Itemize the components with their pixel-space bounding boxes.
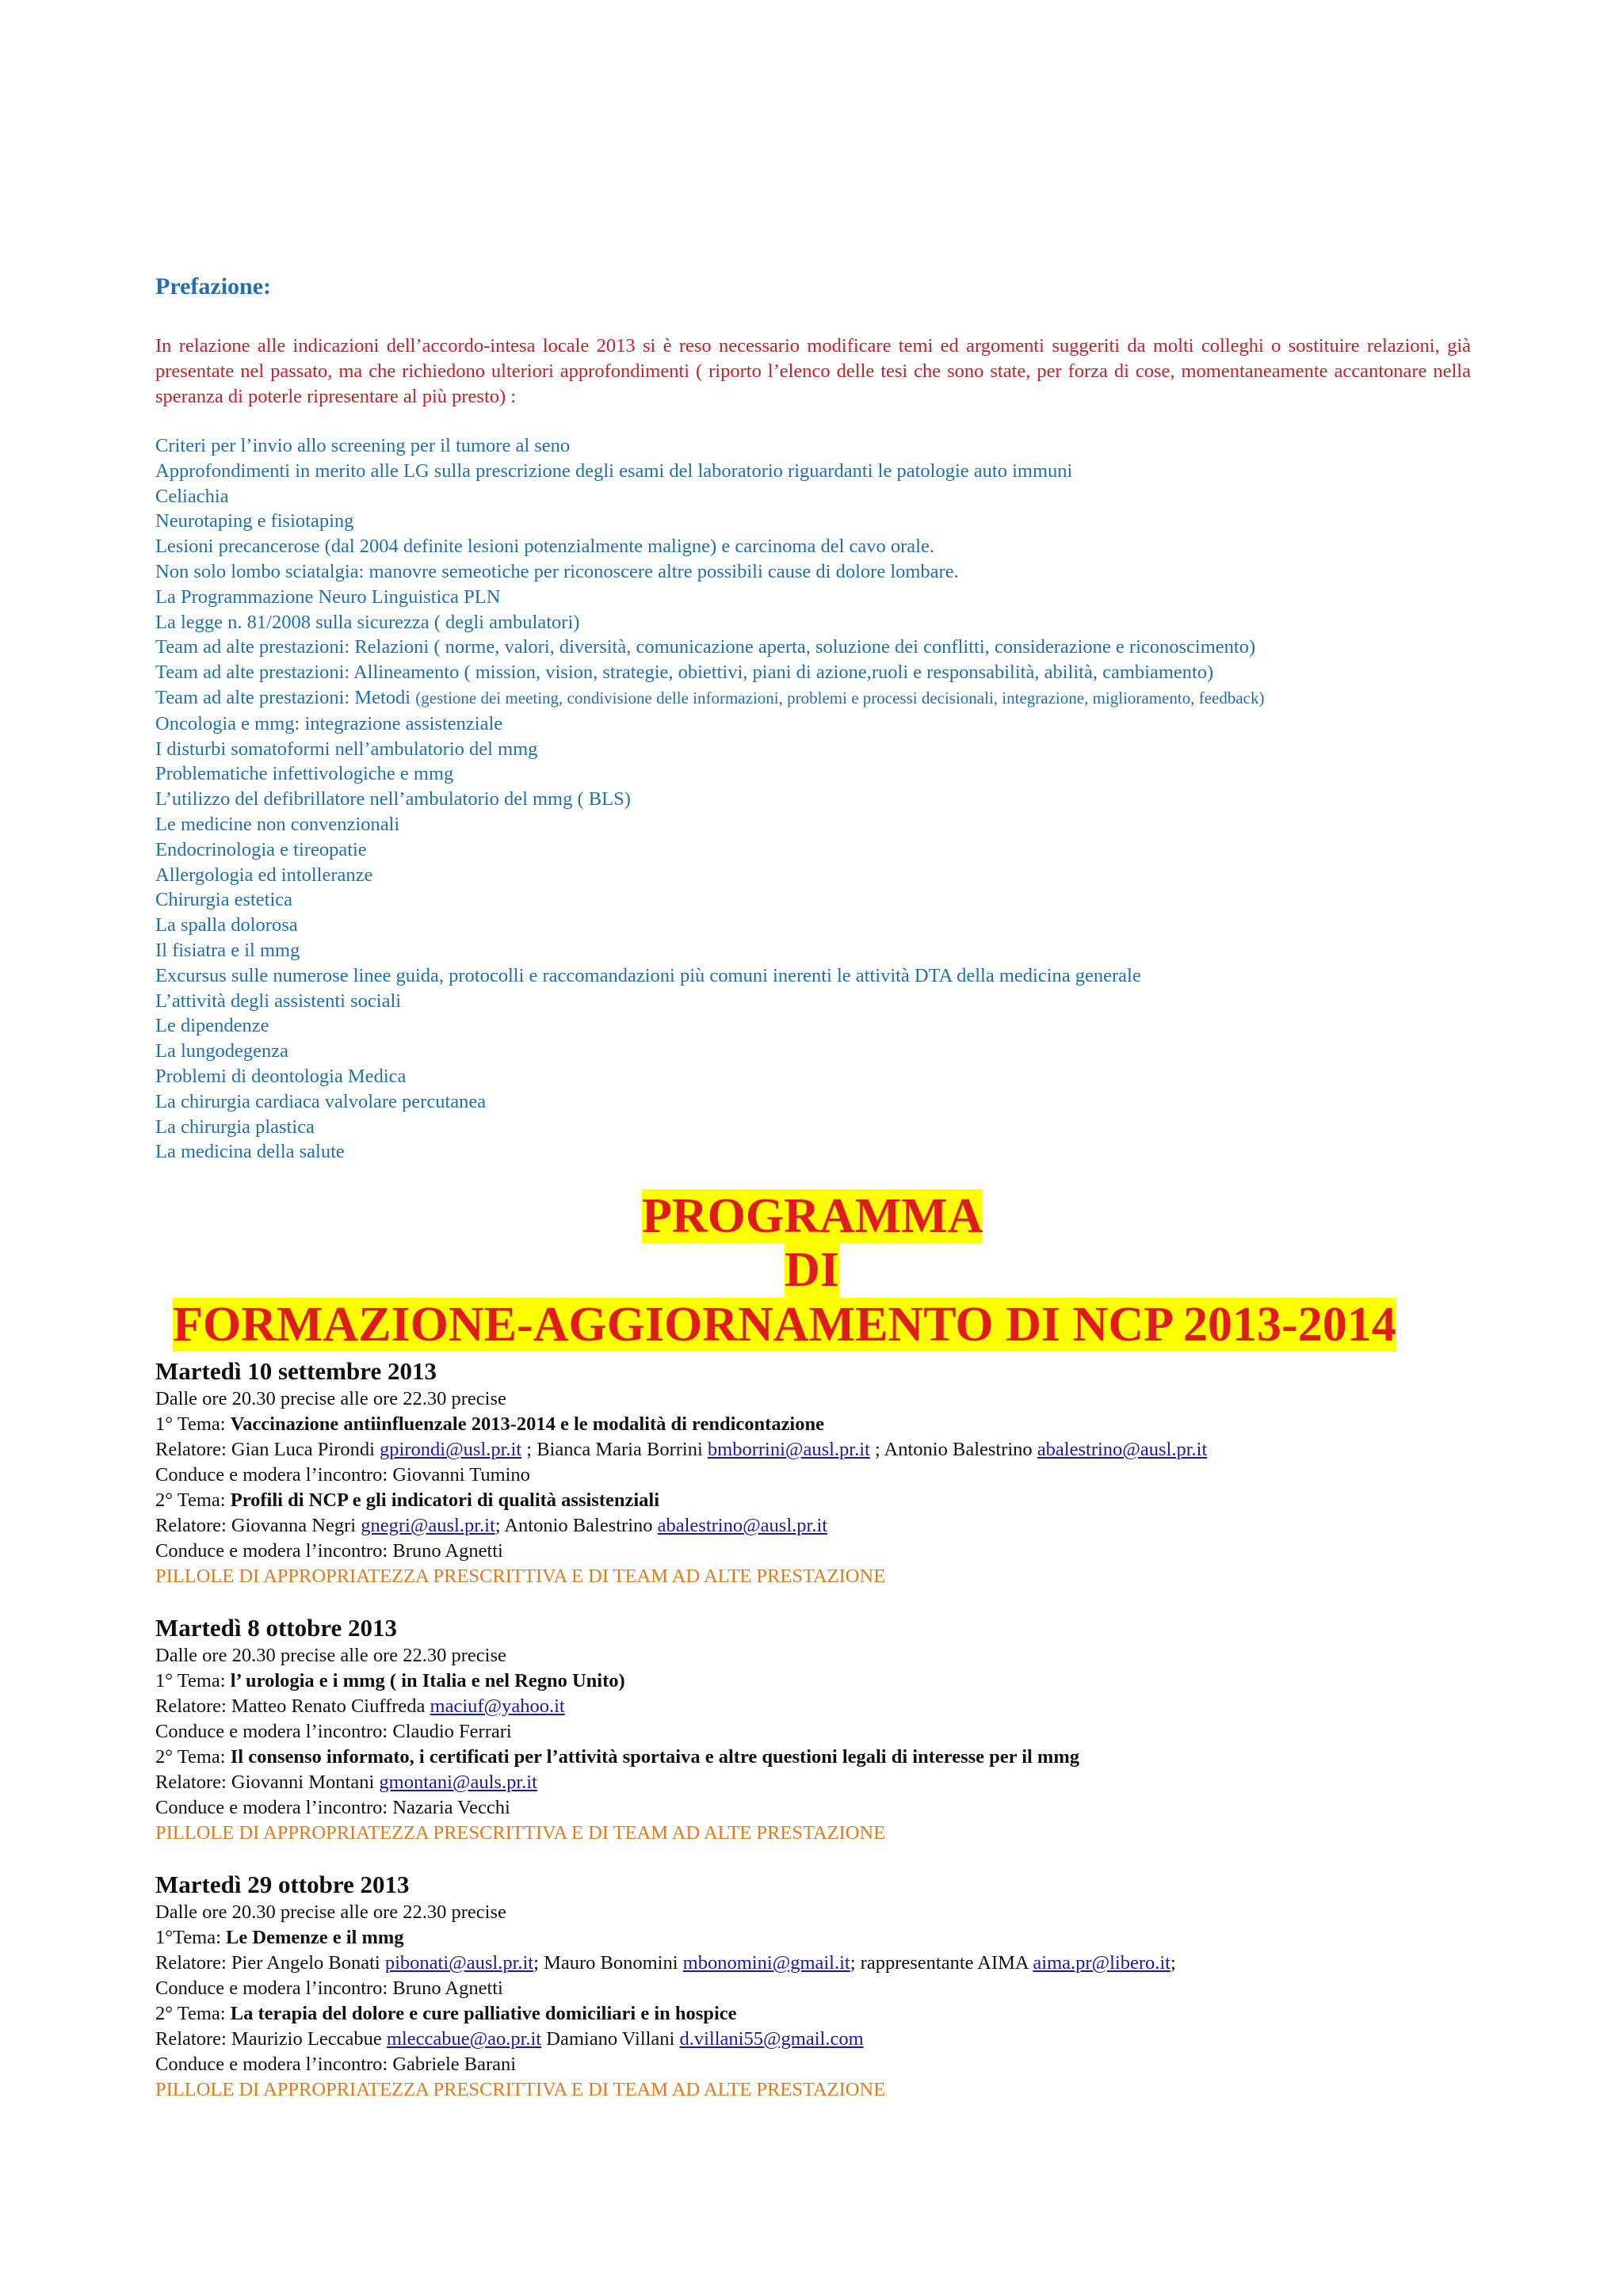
topic-detail: (gestione dei meeting, condivisione delle informazioni, problemi e processi decisionali, integrazione, miglioramento, feedback) xyxy=(415,688,1265,707)
session-pill-note: PILLOLE DI APPROPRIATEZZA PRESCRITTIVA E DI TEAM AD ALTE PRESTAZIONE xyxy=(155,2079,886,2100)
list-item: Problemi di deontologia Medica xyxy=(155,1065,407,1087)
session-speakers-1: Relatore: Gian Luca Pirondi gpirondi@usl.pr.it ; Bianca Maria Borrini bmborrini@ausl.pr.it ; Antonio Balestrino abalestrino@ausl.pr.it xyxy=(155,1439,1208,1460)
list-item: Neurotaping e fisiotaping xyxy=(155,510,354,532)
list-item: Allergologia ed intolleranze xyxy=(155,864,373,886)
program-title-line-1: PROGRAMMA xyxy=(642,1189,983,1243)
list-item: L’utilizzo del defibrillatore nell’ambulatorio del mmg ( BLS) xyxy=(155,788,631,810)
session-speakers-1: Relatore: Matteo Renato Ciuffreda maciuf@yahoo.it xyxy=(155,1695,565,1717)
session-theme-1: 1° Tema: Vaccinazione antiinfluenzale 2013-2014 e le modalità di rendicontazione xyxy=(155,1413,824,1435)
session-date: Martedì 8 ottobre 2013 xyxy=(155,1614,398,1642)
program-title-line-3: FORMAZIONE-AGGIORNAMENTO DI NCP 2013-2014 xyxy=(173,1298,1396,1352)
list-item: Chirurgia estetica xyxy=(155,889,293,911)
email-link[interactable]: aima.pr@libero.it xyxy=(1033,1952,1170,1974)
list-item xyxy=(155,685,1265,711)
session-theme-2: 2° Tema: Profili di NCP e gli indicatori di qualità assistenziali xyxy=(155,1489,660,1511)
session-moderator-1: Conduce e modera l’incontro: Claudio Ferrari xyxy=(155,1721,512,1742)
list-item: Le dipendenze xyxy=(155,1015,269,1037)
list-item: La medicina della salute xyxy=(155,1141,345,1163)
email-link[interactable]: gpirondi@usl.pr.it xyxy=(380,1439,522,1460)
session-pill-note: PILLOLE DI APPROPRIATEZZA PRESCRITTIVA E DI TEAM AD ALTE PRESTAZIONE xyxy=(155,1822,886,1844)
session-moderator-1: Conduce e modera l’incontro: Giovanni Tumino xyxy=(155,1464,530,1486)
session-pill-note: PILLOLE DI APPROPRIATEZZA PRESCRITTIVA E DI TEAM AD ALTE PRESTAZIONE xyxy=(155,1566,886,1587)
session-speakers-1: Relatore: Pier Angelo Bonati pibonati@ausl.pr.it; Mauro Bonomini mbonomini@gmail.it; rappresentante AIMA aima.pr@libero.it; xyxy=(155,1952,1176,1974)
list-item: Team ad alte prestazioni: Relazioni ( norme, valori, diversità, comunicazione aperta, soluzione dei conflitti, considerazione e riconoscimento) xyxy=(155,636,1256,658)
list-item: Oncologia e mmg: integrazione assistenziale xyxy=(155,712,503,734)
email-link[interactable]: d.villani55@gmail.com xyxy=(679,2028,864,2050)
email-link[interactable]: gmontani@auls.pr.it xyxy=(379,1772,537,1793)
program-title-line-2: DI xyxy=(785,1243,839,1297)
session-theme-1: 1° Tema: l’ urologia e i mmg ( in Italia e nel Regno Unito) xyxy=(155,1670,625,1691)
session-block xyxy=(155,1613,1079,1846)
list-item: La legge n. 81/2008 sulla sicurezza ( degli ambulatori) xyxy=(155,611,580,633)
session-block xyxy=(155,1870,1176,2103)
session-speakers-2: Relatore: Giovanni Montani gmontani@auls.pr.it xyxy=(155,1772,537,1793)
session-date: Martedì 29 ottobre 2013 xyxy=(155,1871,410,1898)
email-link[interactable]: abalestrino@ausl.pr.it xyxy=(657,1515,828,1536)
email-link[interactable]: gnegri@ausl.pr.it xyxy=(361,1515,495,1536)
session-theme-2: 2° Tema: Il consenso informato, i certificati per l’attività sportaiva e altre questioni legali di interesse per il mmg xyxy=(155,1746,1079,1768)
list-item: La lungodegenza xyxy=(155,1040,289,1062)
session-moderator-2: Conduce e modera l’incontro: Gabriele Barani xyxy=(155,2054,517,2075)
list-item: Endocrinologia e tireopatie xyxy=(155,838,367,860)
preface-title: Prefazione: xyxy=(155,273,272,299)
session-date: Martedì 10 settembre 2013 xyxy=(155,1357,437,1385)
session-speakers-2: Relatore: Maurizio Leccabue mleccabue@ao.pr.it Damiano Villani d.villani55@gmail.com xyxy=(155,2028,864,2050)
list-item: Celiachia xyxy=(155,485,229,507)
session-time: Dalle ore 20.30 precise alle ore 22.30 precise xyxy=(155,1645,506,1666)
topics-list xyxy=(155,433,1265,1165)
session-theme-1: 1°Tema: Le Demenze e il mmg xyxy=(155,1927,404,1948)
email-link[interactable]: pibonati@ausl.pr.it xyxy=(384,1952,534,1974)
list-item: Problematiche infettivologiche e mmg xyxy=(155,763,454,785)
list-item: La chirurgia cardiaca valvolare percutanea xyxy=(155,1090,487,1112)
session-time: Dalle ore 20.30 precise alle ore 22.30 precise xyxy=(155,1388,506,1409)
session-time: Dalle ore 20.30 precise alle ore 22.30 precise xyxy=(155,1901,506,1923)
session-speakers-2: Relatore: Giovanna Negri gnegri@ausl.pr.it; Antonio Balestrino abalestrino@ausl.pr.it xyxy=(155,1515,828,1536)
list-item: Team ad alte prestazioni: Allineamento ( mission, vision, strategie, obiettivi, piani di azione,ruoli e responsabilità, abilità, cambiamento) xyxy=(155,662,1214,684)
list-item: I disturbi somatoformi nell’ambulatorio del mmg xyxy=(155,738,538,760)
email-link[interactable]: maciuf@yahoo.it xyxy=(430,1695,565,1717)
session-moderator-2: Conduce e modera l’incontro: Nazaria Vecchi xyxy=(155,1797,510,1818)
list-item: Approfondimenti in merito alle LG sulla prescrizione degli esami del laboratorio riguardanti le patologie auto immuni xyxy=(155,460,1073,482)
session-theme-2: 2° Tema: La terapia del dolore e cure palliative domiciliari e in hospice xyxy=(155,2003,737,2024)
preface-intro: In relazione alle indicazioni dell’accordo-intesa locale 2013 si è reso necessario modificare temi ed argomenti suggeriti da molti colleghi o sostituire relazioni, già presentate nel passato, ma che richiedono ulteriori approfondimenti ( riporto l’elenco delle tesi che sono state, per forza di cose, momentaneamente accantonare nella speranza di poterle ripresentare al più presto) : xyxy=(155,335,1471,407)
session-moderator-2: Conduce e modera l’incontro: Bruno Agnetti xyxy=(155,1540,503,1562)
email-link[interactable]: mleccabue@ao.pr.it xyxy=(386,2028,542,2050)
session-moderator-1: Conduce e modera l’incontro: Bruno Agnetti xyxy=(155,1978,503,1999)
list-item: La chirurgia plastica xyxy=(155,1116,315,1138)
email-link[interactable]: mbonomini@gmail.it xyxy=(682,1952,850,1974)
list-item: Lesioni precancerose (dal 2004 definite lesioni potenzialmente maligne) e carcinoma del cavo orale. xyxy=(155,536,934,558)
session-block xyxy=(155,1356,1207,1589)
topic-label: Team ad alte prestazioni: Metodi xyxy=(155,686,411,708)
email-link[interactable]: abalestrino@ausl.pr.it xyxy=(1037,1439,1208,1460)
list-item: Excursus sulle numerose linee guida, protocolli e raccomandazioni più comuni inerenti le attività DTA della medicina generale xyxy=(155,964,1141,986)
list-item: L’attività degli assistenti sociali xyxy=(155,990,402,1012)
email-link[interactable]: bmborrini@ausl.pr.it xyxy=(707,1439,870,1460)
list-item: La Programmazione Neuro Linguistica PLN xyxy=(155,585,501,608)
list-item: Le medicine non convenzionali xyxy=(155,813,400,835)
list-item: Criteri per l’invio allo screening per il tumore al seno xyxy=(155,435,571,456)
list-item: Non solo lombo sciatalgia: manovre semeotiche per riconoscere altre possibili cause di dolore lombare. xyxy=(155,560,959,582)
list-item: Il fisiatra e il mmg xyxy=(155,939,300,961)
list-item: La spalla dolorosa xyxy=(155,914,298,936)
